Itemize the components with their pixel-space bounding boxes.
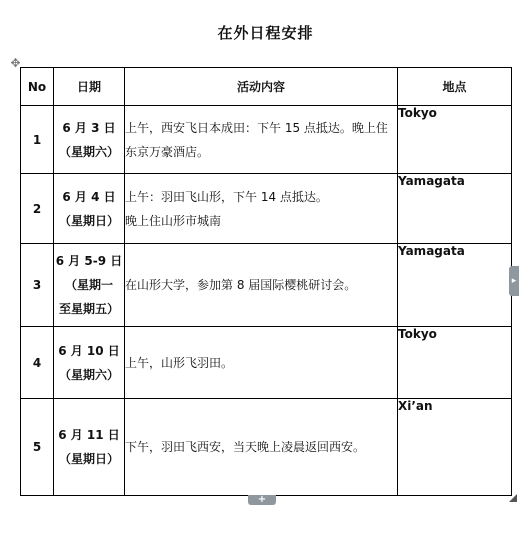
header-date[interactable]: 日期 xyxy=(54,68,125,106)
weekday-text: （星期六） xyxy=(58,144,119,159)
cell-activity[interactable]: 上午，西安飞日本成田：下午 15 点抵达。晚上住东京万豪酒店。 xyxy=(125,106,398,174)
activity-line: 上午：羽田飞山形，下午 14 点抵达。 xyxy=(125,189,328,204)
table-row xyxy=(21,106,512,174)
cell-date[interactable] xyxy=(54,244,125,327)
header-location[interactable]: 地点 xyxy=(398,68,512,106)
date-text: 6 月 5-9 日 xyxy=(55,254,123,268)
date-text: 6 月 10 日 xyxy=(58,343,120,358)
schedule-table xyxy=(20,67,512,496)
activity-line: 晚上住山形市城南 xyxy=(125,213,222,228)
date-text: 6 月 3 日 xyxy=(62,120,116,135)
weekday-text: （星期六） xyxy=(58,367,119,382)
document-title: 在外日程安排 xyxy=(217,24,314,42)
cell-date[interactable] xyxy=(54,106,125,174)
table-row xyxy=(21,327,512,399)
table-row xyxy=(21,244,512,327)
resize-corner-icon[interactable] xyxy=(509,494,517,502)
cell-location[interactable]: Tokyo xyxy=(398,106,512,174)
cell-activity[interactable]: 在山形大学，参加第 8 届国际樱桃研讨会。 xyxy=(125,244,398,327)
cell-activity[interactable]: 下午，羽田飞西安，当天晚上凌晨返回西安。 xyxy=(125,399,398,496)
cell-activity[interactable]: 上午，山形飞羽田。 xyxy=(125,327,398,399)
cell-no[interactable]: 4 xyxy=(21,327,54,399)
right-arrow-icon[interactable]: ▸ xyxy=(509,266,519,296)
cell-no[interactable]: 5 xyxy=(21,399,54,496)
cell-location[interactable]: Yamagata xyxy=(398,174,512,244)
header-no[interactable]: No xyxy=(21,68,54,106)
cell-location[interactable]: Yamagata xyxy=(398,244,512,327)
weekday-text: 至星期五） xyxy=(58,302,119,316)
cell-location[interactable]: Xi’an xyxy=(398,399,512,496)
cell-no[interactable]: 3 xyxy=(21,244,54,327)
weekday-text: （星期一 xyxy=(64,278,113,292)
table-move-handle-icon[interactable]: ✥ xyxy=(10,56,21,70)
date-text: 6 月 4 日 xyxy=(62,189,116,204)
cell-date[interactable] xyxy=(54,174,125,244)
cell-activity[interactable] xyxy=(125,174,398,244)
cell-no[interactable]: 2 xyxy=(21,174,54,244)
table-row xyxy=(21,174,512,244)
cell-date[interactable] xyxy=(54,327,125,399)
cell-location[interactable]: Tokyo xyxy=(398,327,512,399)
cell-date[interactable] xyxy=(54,399,125,496)
table-header-row xyxy=(21,68,512,106)
weekday-text: （星期日） xyxy=(58,213,119,228)
plus-icon[interactable]: + xyxy=(248,495,276,505)
cell-no[interactable]: 1 xyxy=(21,106,54,174)
table-row xyxy=(21,399,512,496)
date-text: 6 月 11 日 xyxy=(58,428,120,442)
header-activity[interactable]: 活动内容 xyxy=(125,68,398,106)
weekday-text: （星期日） xyxy=(58,452,119,466)
